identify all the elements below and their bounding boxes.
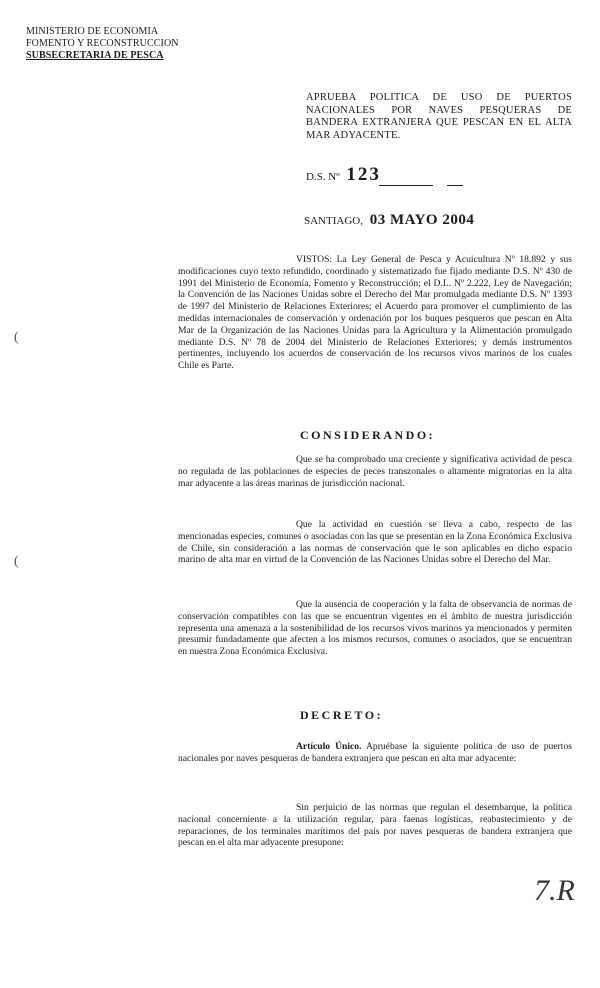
ministry-header	[26, 26, 179, 62]
decree-number	[306, 164, 463, 186]
ministry-line-3: SUBSECRETARIA DE PESCA	[26, 50, 164, 61]
articulo-label: Artículo Único.	[296, 741, 362, 752]
decree-number-label: D.S. Nº	[306, 171, 340, 183]
signature-mark: 7.R	[534, 874, 575, 907]
place-date	[304, 212, 474, 229]
decree-number-value: 123	[346, 164, 381, 185]
considerando-paragraph-3: Que la ausencia de cooperación y la falta de observancia de normas de conservación compatibles con las que se encuentran vigentes en el ámbito de nuestra jurisdicción representa una amenaza a la sostenibilidad de los recursos vivos marinos ya mencionados y permiten presumir fundadamente que afecten a los mismos recursos, comunes o asociados, que se encuentran en nuestra Zona Económica Exclusiva.	[178, 599, 572, 658]
articulo-text: Apruébase la siguiente política de uso de puertos nacionales por naves pesqueras de bandera extranjera que pescan en alta mar adyacente:	[178, 741, 572, 764]
margin-paren-mark-1: (	[14, 330, 19, 345]
ministry-line-1: MINISTERIO DE ECONOMIA	[26, 26, 159, 37]
place-label: SANTIAGO,	[304, 215, 363, 227]
ministry-line-2: FOMENTO Y RECONSTRUCCION	[26, 38, 179, 49]
margin-paren-mark-2: (	[14, 554, 19, 569]
decree-title: APRUEBA POLITICA DE USO DE PUERTOS NACIONALES POR NAVES PESQUERAS DE BANDERA EXTRANJERA QUE PESCAN EN EL ALTA MAR ADYACENTE.	[306, 92, 572, 141]
vistos-paragraph: VISTOS: La Ley General de Pesca y Acuicultura Nº 18.892 y sus modificaciones cuyo texto refundido, coordinado y sistematizado fue fijado mediante D.S. Nº 430 de 1991 del Ministerio de Economía, Fomento y Reconstrucción; el D.L. Nº 2.222, Ley de Navegación; la Convención de las Naciones Unidas sobre el Derecho del Mar promulgada mediante D.S. Nº 1393 de 1997 del Ministerio de Relaciones Exteriores; el Acuerdo para promover el cumplimiento de las medidas internacionales de conservación y ordenación por los buques pesqueros que pescan en Alta Mar de la Organización de las Naciones Unidas para la Agricultura y la Alimentación promulgado mediante D.S. Nº 78 de 2004 del Ministerio de Relaciones Exteriores; y demás instrumentos pertinentes, incluyendo los acuerdos de conservación de los recursos vivos marinos de los cuales Chile es Parte.	[178, 254, 572, 372]
decreto-heading: DECRETO:	[300, 708, 384, 722]
articulo-unico-paragraph	[178, 741, 572, 765]
considerando-heading: CONSIDERANDO:	[300, 428, 436, 442]
considerando-paragraph-2: Que la actividad en cuestión se lleva a cabo, respecto de las mencionadas especies, comunes o asociadas con las que se presentan en la Zona Económica Exclusiva de Chile, sin consideración a las normas de conservación que le son aplicables en dicho espacio marino de alta mar en virtud de la Convención de las Naciones Unidas sobre el Derecho del Mar.	[178, 519, 572, 566]
considerando-paragraph-1: Que se ha comprobado una creciente y significativa actividad de pesca no regulada de las poblaciones de especies de peces transzonales o altamente migratorias en la alta mar adyacente a las áreas marinas de jurisdicción nacional.	[178, 454, 572, 489]
closing-paragraph: Sin perjuicio de las normas que regulan el desembarque, la política nacional concerniente a la utilización regular, para faenas logísticas, reabastecimiento y de reparaciones, de los terminales marítimos del país por naves pesqueras de bandera extranjera que pescan en el alta mar adyacente presupone:	[178, 802, 572, 849]
date-stamp: 03 MAYO 2004	[369, 212, 475, 228]
